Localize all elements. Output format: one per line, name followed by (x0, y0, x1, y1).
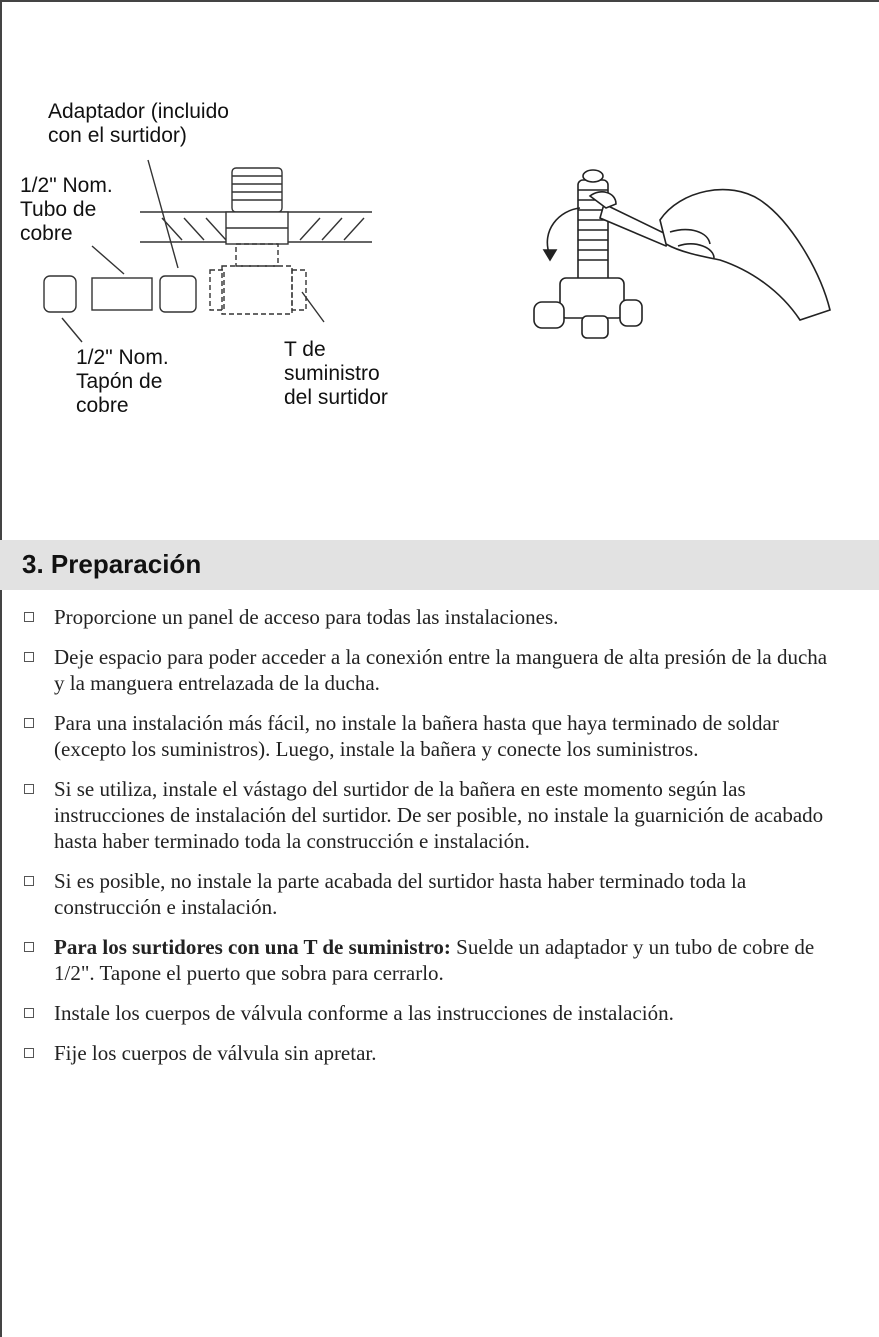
checkbox-icon (24, 1008, 34, 1018)
checkbox-icon (24, 718, 34, 728)
list-item (22, 776, 842, 854)
label-copper-tube: 1/2" Nom. Tubo de cobre (20, 174, 113, 245)
item-text: Para una instalación más fácil, no instale la bañera hasta que haya terminado de soldar (excepto los suministros). Luego, instale la bañera y conecte los suministros. (54, 711, 779, 761)
checkbox-icon (24, 942, 34, 952)
adapter-leader (148, 160, 178, 268)
item-text: Suelde un adaptador y un tubo de cobre de 1/2". Tapone el puerto que sobra para cerrarlo. (54, 935, 815, 985)
rotation-arrow-head (544, 250, 556, 260)
cap-leader (62, 318, 82, 342)
valve-wrench-illustration (520, 160, 860, 380)
checkbox-icon (24, 784, 34, 794)
checkbox-icon (24, 612, 34, 622)
rotation-arrow-icon (547, 208, 580, 256)
list-item (22, 604, 842, 630)
section-title: 3. Preparación (22, 549, 202, 579)
adapter-piece (160, 276, 196, 312)
label-supply-tee: T de suministro del surtidor (284, 338, 388, 409)
item-text: Instale los cuerpos de válvula conforme a las instrucciones de instalación. (54, 1001, 674, 1025)
checkbox-icon (24, 1048, 34, 1058)
supply-tee (210, 244, 306, 314)
threaded-adapter (226, 168, 288, 244)
list-item (22, 710, 842, 762)
copper-cap (44, 276, 76, 312)
spout-supply-tee-diagram (0, 0, 440, 480)
item-text: Fije los cuerpos de válvula sin apretar. (54, 1041, 377, 1065)
copper-tube (92, 278, 152, 310)
checkbox-icon (24, 652, 34, 662)
list-item (22, 1000, 842, 1026)
label-adapter: Adaptador (incluido con el surtidor) (48, 100, 229, 147)
item-text: Proporcione un panel de acceso para todas las instalaciones. (54, 605, 559, 629)
list-item (22, 868, 842, 920)
item-lead: Para los surtidores con una T de suministro: (54, 935, 451, 959)
list-item (22, 644, 842, 696)
item-text: Si es posible, no instale la parte acabada del surtidor hasta haber terminado toda la construcción e instalación. (54, 869, 747, 919)
item-text: Si se utiliza, instale el vástago del surtidor de la bañera en este momento según las instrucciones de instalación del surtidor. De ser posible, no instale la guarnición de acabado hasta haber terminado toda la construcción e instalación. (54, 777, 824, 853)
hand-icon (660, 190, 830, 320)
list-item (22, 1040, 842, 1066)
checkbox-icon (24, 876, 34, 886)
tube-leader (92, 246, 124, 274)
label-copper-cap: 1/2" Nom. Tapón de cobre (76, 346, 169, 417)
preparation-checklist (22, 604, 842, 1080)
list-item (22, 934, 842, 986)
item-text: Deje espacio para poder acceder a la conexión entre la manguera de alta presión de la ducha y la manguera entrelazada de la ducha. (54, 645, 828, 695)
